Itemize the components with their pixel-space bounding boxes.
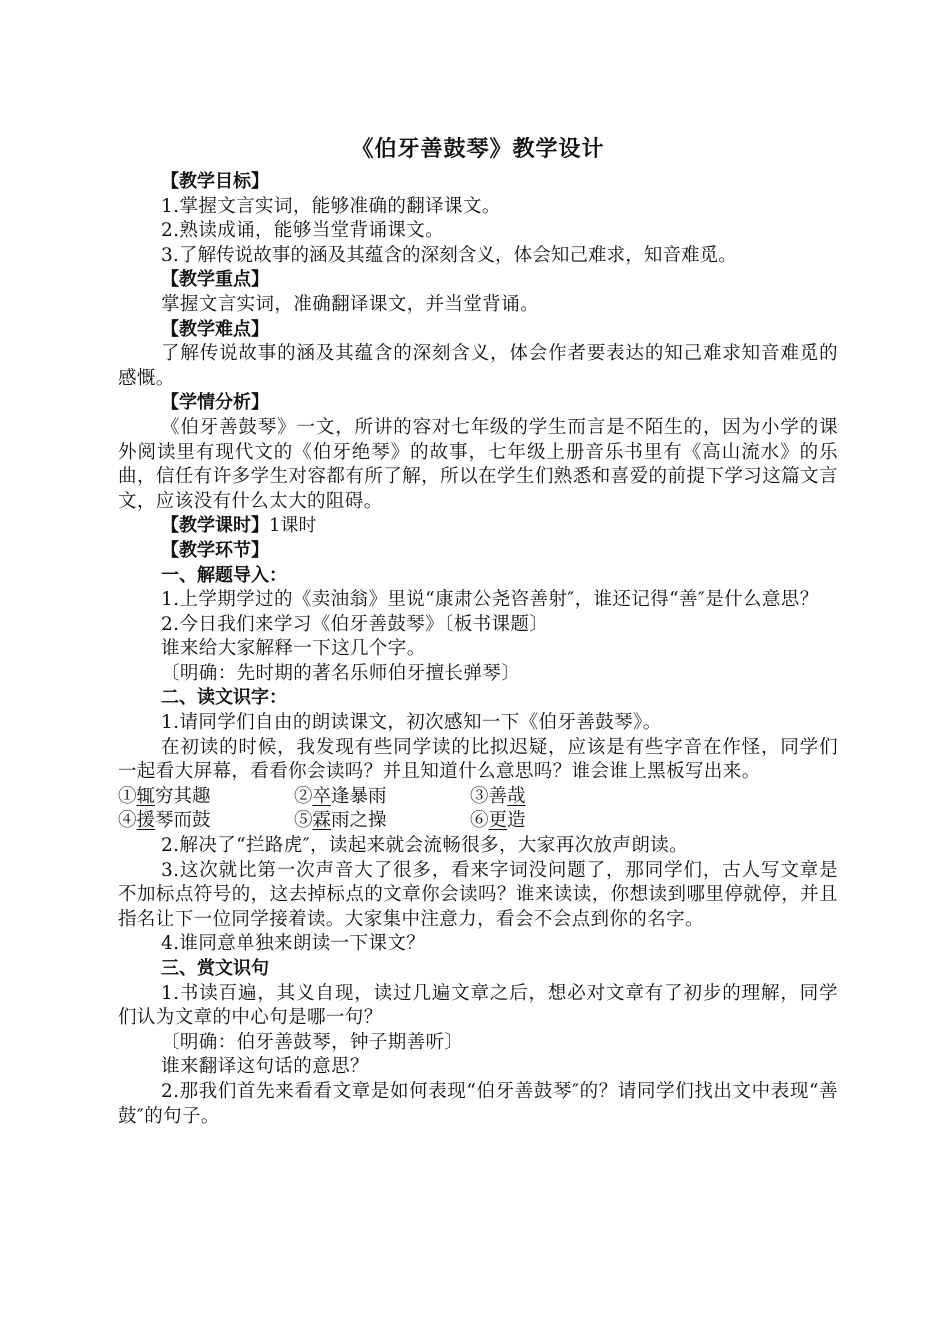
- analysis-heading: 【学情分析】: [161, 392, 269, 414]
- paragraph: 谁来翻译这句话的意思？: [161, 1056, 369, 1078]
- class-hours-heading: 【教学课时】: [161, 515, 269, 537]
- char-list-row: [118, 785, 838, 810]
- goal-item: 2.熟读成诵，能够当堂背诵课文。: [161, 220, 445, 242]
- difficulties-heading: 【教学难点】: [161, 318, 269, 340]
- char-item: ①辄穷其趣: [118, 785, 211, 807]
- char-item: ⑥更造: [470, 810, 526, 832]
- key-points-text: 掌握文言实词，准确翻译课文，并当堂背诵。: [161, 293, 540, 315]
- steps-heading: 【教学环节】: [161, 539, 269, 561]
- paragraph: 〔明确：伯牙善鼓琴，钟子期善听〕: [161, 1031, 464, 1053]
- paragraph: 1.上学期学过的《卖油翁》里说“康肃公尧咨善射″，谁还记得“善″是什么意思？: [161, 589, 819, 611]
- char-item: ③善哉: [470, 785, 526, 807]
- difficulties-text: 了解传说故事的涵及其蕴含的深刻含义，体会作者要表达的知己难求知音难觅的感慨。: [118, 343, 838, 389]
- paragraph: 在初读的时候，我发现有些同学读的比拟迟疑，应该是有些字音在作怪，同学们一起看大屏幕，看看你会读吗？并且知道什么意思吗？谁会谁上黑板写出来。: [118, 736, 838, 783]
- paragraph: 2.那我们首先来看看文章是如何表现“伯牙善鼓琴″的？请同学们找出文中表现“善鼓″的句子。: [118, 1080, 838, 1127]
- paragraph: 1.书读百遍，其义自现，读过几遍文章之后，想必对文章有了初步的理解，同学们认为文章的中心句是哪一句？: [118, 982, 838, 1029]
- paragraph: 1.请同学们自由的朗读课文，初次感知一下《伯牙善鼓琴》。: [161, 712, 662, 734]
- document-page: [118, 130, 838, 1129]
- section-heading: 一、解题导入：: [161, 564, 287, 586]
- char-item: ②卒逢暴雨: [294, 785, 387, 807]
- paragraph: 4.谁同意单独来朗读一下课文？: [161, 933, 426, 955]
- goals-heading: 【教学目标】: [161, 171, 269, 192]
- paragraph: 3.这次就比第一次声音大了很多，看来字词没问题了，那同学们，古人写文章是不加标点符号的，这去掉标点的文章你会读吗？谁来读读，你想读到哪里停就停，并且指名让下一位同学接着读。大家集中注意力，看会不会点到你的名字。: [118, 859, 838, 930]
- char-item: ④援琴而鼓: [118, 810, 211, 832]
- class-hours-line: [118, 514, 838, 539]
- char-list-row: [118, 809, 838, 834]
- key-points-heading: 【教学重点】: [161, 269, 269, 291]
- goal-item: 1.掌握文言实词，能够准确的翻译课文。: [161, 195, 501, 217]
- char-item: ⑤霖雨之操: [294, 810, 387, 832]
- class-hours-value: 1课时: [269, 515, 317, 537]
- paragraph: 谁来给大家解释一下这几个字。: [161, 638, 426, 660]
- paragraph: 2.解决了“拦路虎″，读起来就会流畅很多，大家再次放声朗读。: [161, 835, 689, 857]
- paragraph: 2.今日我们来学习《伯牙善鼓琴》〔板书课题〕: [161, 613, 549, 635]
- analysis-text: 《伯牙善鼓琴》一文，所讲的容对七年级的学生而言是不陌生的，因为小学的课外阅读里有现代文的《伯牙绝琴》的故事，七年级上册音乐书里有《高山流水》的乐曲，信任有许多学生对容都有所了解，所以在学生们熟悉和喜爱的前提下学习这篇文言文，应该没有什么太大的阻碍。: [118, 416, 838, 512]
- page-title: 《伯牙善鼓琴》教学设计: [351, 137, 605, 162]
- section-heading: 二、读文识字：: [161, 687, 287, 709]
- goal-item: 3.了解传说故事的涵及其蕴含的深刻含义，体会知己难求，知音难觅。: [161, 244, 737, 266]
- section-heading: 三、赏文识句: [161, 958, 269, 979]
- paragraph: 〔明确：先时期的著名乐师伯牙擅长弹琴〕: [161, 662, 521, 684]
